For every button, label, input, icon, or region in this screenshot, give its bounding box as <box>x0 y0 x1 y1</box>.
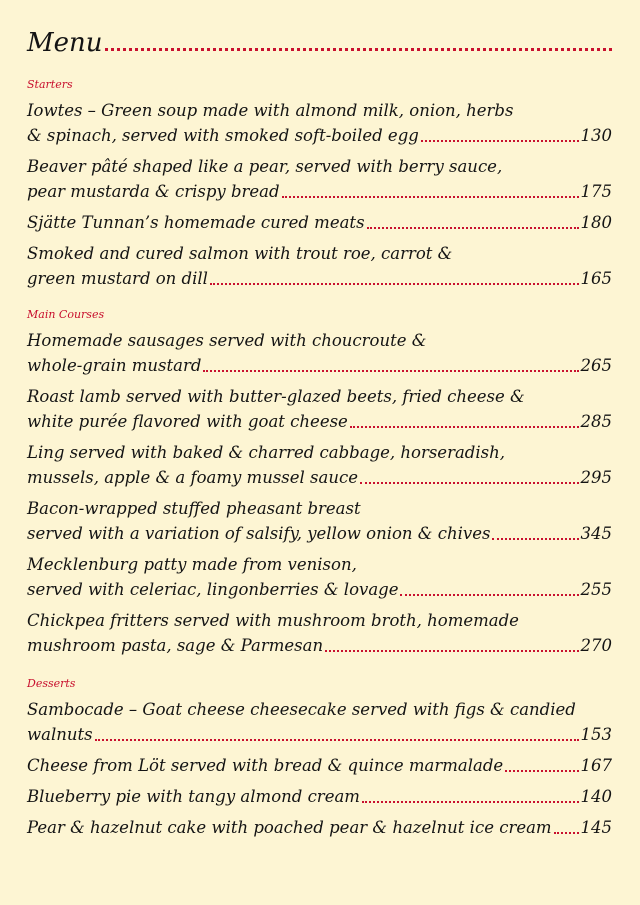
dish-description: Chickpea fritters served with mushroom broth, homemade <box>27 611 519 630</box>
menu-item <box>27 98 612 148</box>
dish-price: 167 <box>580 756 612 775</box>
dotted-leader <box>203 370 578 372</box>
dish-description: Pear & hazelnut cake with poached pear & hazelnut ice cream <box>27 818 552 837</box>
dish-price: 295 <box>580 468 612 487</box>
menu-item-line <box>27 697 612 722</box>
section-desserts <box>27 677 612 846</box>
dish-description: mussels, apple & a foamy mussel sauce <box>27 468 358 487</box>
dish-price: 153 <box>580 725 612 744</box>
menu-item-line <box>27 815 612 840</box>
dish-description: white purée flavored with goat cheese <box>27 412 348 431</box>
menu-item <box>27 784 612 809</box>
dotted-leader <box>95 739 579 741</box>
title-dotted-rule <box>105 48 613 51</box>
dish-price: 165 <box>580 269 612 288</box>
menu-item-line <box>27 552 612 577</box>
menu-item <box>27 154 612 204</box>
dish-description: Homemade sausages served with choucroute & <box>27 331 427 350</box>
dish-description: Smoked and cured salmon with trout roe, carrot & <box>27 244 453 263</box>
dish-description: Beaver pâté shaped like a pear, served with berry sauce, <box>27 157 503 176</box>
menu-item-line <box>27 784 612 809</box>
menu-item-line <box>27 753 612 778</box>
menu-item <box>27 328 612 378</box>
dish-price: 345 <box>580 524 612 543</box>
dish-description: Ling served with baked & charred cabbage, horseradish, <box>27 443 505 462</box>
menu-item-line <box>27 353 612 378</box>
menu-item-line <box>27 496 612 521</box>
menu-item-line <box>27 241 612 266</box>
dotted-leader <box>367 227 579 229</box>
menu-item <box>27 241 612 291</box>
dish-description: Sambocade – Goat cheese cheesecake served with figs & candied <box>27 700 576 719</box>
menu-item <box>27 552 612 602</box>
dotted-leader <box>421 140 579 142</box>
section-heading: Starters <box>27 78 73 91</box>
dish-description: Roast lamb served with butter-glazed beets, fried cheese & <box>27 387 525 406</box>
dish-description: Sjätte Tunnan’s homemade cured meats <box>27 213 365 232</box>
menu-item-line <box>27 384 612 409</box>
dish-description: Mecklenburg patty made from venison, <box>27 555 357 574</box>
dish-price: 180 <box>580 213 612 232</box>
menu-item <box>27 210 612 235</box>
section-heading: Desserts <box>27 677 76 690</box>
dish-description: Iowtes – Green soup made with almond milk, onion, herbs <box>27 101 514 120</box>
dish-description: pear mustarda & crispy bread <box>27 182 280 201</box>
menu-item-line <box>27 722 612 747</box>
dish-price: 255 <box>580 580 612 599</box>
menu-item-line <box>27 123 612 148</box>
section-heading: Main Courses <box>27 308 105 321</box>
dish-description: & spinach, served with smoked soft-boiled egg <box>27 126 419 145</box>
dotted-leader <box>554 832 579 834</box>
dotted-leader <box>400 594 578 596</box>
menu-item <box>27 815 612 840</box>
menu-item-line <box>27 98 612 123</box>
menu-item <box>27 440 612 490</box>
menu-item-line <box>27 440 612 465</box>
section-main-courses <box>27 308 612 664</box>
page-title: Menu <box>27 28 103 58</box>
dotted-leader <box>350 426 579 428</box>
menu-item-line <box>27 409 612 434</box>
dish-price: 285 <box>580 412 612 431</box>
dish-price: 270 <box>580 636 612 655</box>
dish-price: 265 <box>580 356 612 375</box>
dish-price: 145 <box>580 818 612 837</box>
dotted-leader <box>492 538 578 540</box>
menu-item-line <box>27 521 612 546</box>
dotted-leader <box>360 482 579 484</box>
dish-description: Blueberry pie with tangy almond cream <box>27 787 360 806</box>
menu-item <box>27 753 612 778</box>
dish-description: Cheese from Löt served with bread & quince marmalade <box>27 756 504 775</box>
dish-price: 130 <box>580 126 612 145</box>
dish-description: served with celeriac, lingonberries & lovage <box>27 580 399 599</box>
menu-item-line <box>27 608 612 633</box>
menu-item-line <box>27 577 612 602</box>
section-starters <box>27 78 612 297</box>
dish-price: 175 <box>580 182 612 201</box>
dotted-leader <box>505 770 578 772</box>
menu-header <box>27 28 612 58</box>
dish-description: served with a variation of salsify, yellow onion & chives <box>27 524 491 543</box>
dish-description: walnuts <box>27 725 93 744</box>
menu-item-line <box>27 210 612 235</box>
menu-item-line <box>27 633 612 658</box>
dotted-leader <box>210 283 579 285</box>
dish-description: whole-grain mustard <box>27 356 202 375</box>
dish-description: green mustard on dill <box>27 269 208 288</box>
menu-item <box>27 608 612 658</box>
dotted-leader <box>325 650 578 652</box>
menu-item <box>27 384 612 434</box>
dotted-leader <box>362 801 579 803</box>
menu-item-line <box>27 179 612 204</box>
menu-item <box>27 496 612 546</box>
menu-item-line <box>27 266 612 291</box>
menu-item-line <box>27 154 612 179</box>
dish-price: 140 <box>580 787 612 806</box>
dish-description: mushroom pasta, sage & Parmesan <box>27 636 324 655</box>
menu-item-line <box>27 328 612 353</box>
menu-item-line <box>27 465 612 490</box>
dotted-leader <box>282 196 579 198</box>
menu-item <box>27 697 612 747</box>
dish-description: Bacon-wrapped stuffed pheasant breast <box>27 499 361 518</box>
